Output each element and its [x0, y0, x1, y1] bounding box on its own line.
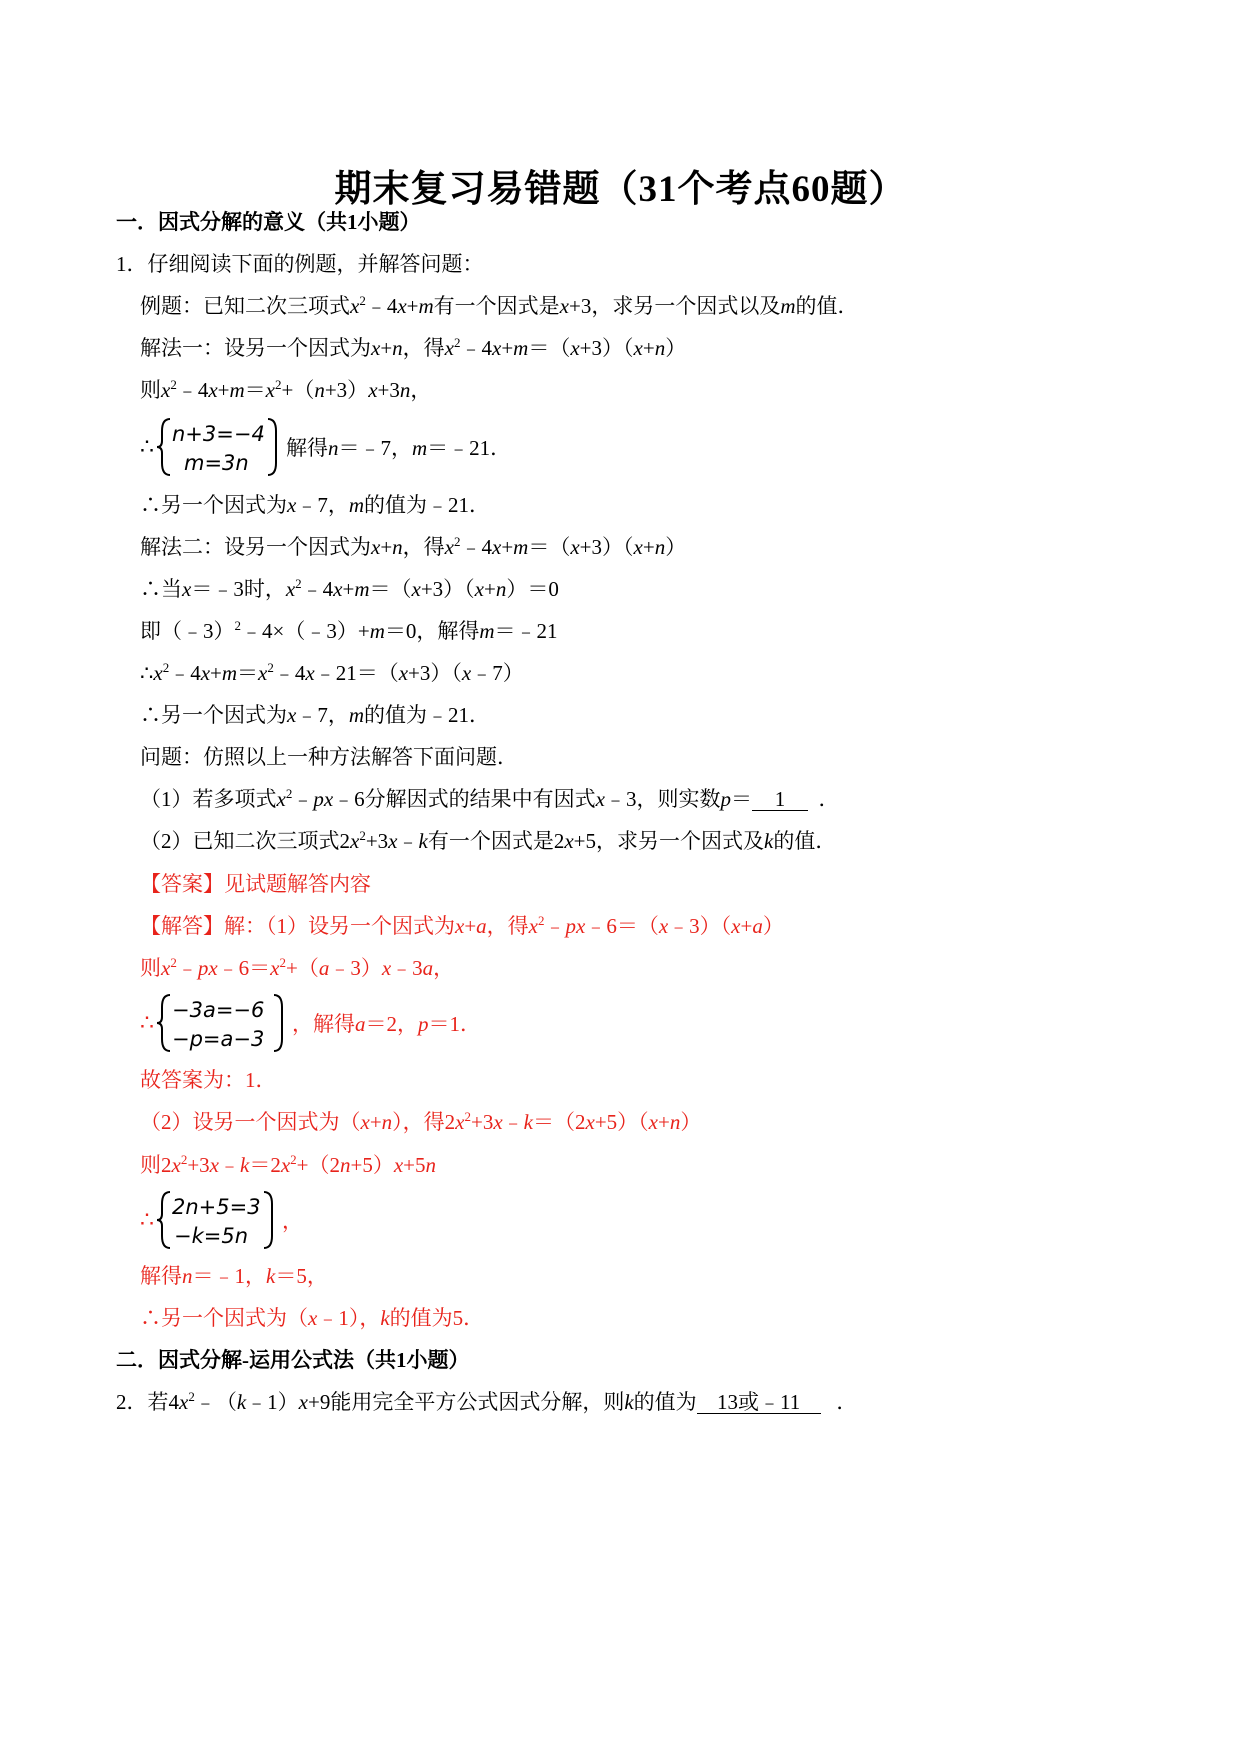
question-2: 2．若$4x^2﹣(k﹣1)x+9$能用完全平方公式因式分解，则k的值为 13或﹣11 ．	[116, 1389, 858, 1414]
solution-part-1-answer: 故答案为：1．	[140, 1068, 277, 1092]
therefore-symbol: ∴	[140, 434, 154, 459]
therefore-symbol: ∴	[140, 1207, 154, 1232]
method-two-conclusion: ∴另一个因式为x﹣7，m的值为﹣21．	[140, 703, 490, 727]
problem-part-2: （2）已知二次三项式$2x^2+3x﹣k$有一个因式是2x+5，求另一个因式及k的值．	[140, 828, 837, 853]
section-heading-2: 二．因式分解-运用公式法（共1小题）	[116, 1348, 470, 1372]
solution-part-2-expand: 则$2x^2+3x﹣k=2x^2+(2n+5)x+5n$	[140, 1152, 437, 1177]
answer-label: 【答案】见试题解答内容	[140, 872, 371, 896]
solution-part-2-solve: 解得n＝﹣1，k＝5，	[140, 1264, 328, 1288]
method-two-substitute: ∴当x＝﹣3时，$x^2﹣4x+m=(x+3)(x+n)=0$	[140, 576, 559, 601]
solution-part-2-conclusion: ∴另一个因式为（x﹣1），k的值为5．	[140, 1306, 485, 1330]
system-2-svg	[156, 991, 288, 1055]
system-1-svg	[156, 415, 282, 479]
system-3-eq-2: −k=5n	[174, 1224, 249, 1248]
method-one-expand: 则$x^2﹣4x+m=x^2+(n+3)x+3n$，	[140, 377, 432, 402]
problem-part-1: （1）若多项式$x^2﹣px﹣6$分解因式的结果中有因式x﹣3，则实数p＝ 1 ．	[140, 786, 840, 811]
system-3-svg	[156, 1188, 278, 1252]
therefore-symbol: ∴	[140, 1010, 154, 1035]
system-1-eq-1: n+3=−4	[172, 422, 265, 446]
method-two-factor: $\therefore x^2﹣4x+m=x^2﹣4x﹣21=(x+3)(x﹣7)$	[140, 660, 524, 685]
solution-part-2-setup: （2）设另一个因式为（x+n），得$2x^2+3x﹣k=(2x+5)(x+n)$	[140, 1109, 702, 1134]
section-heading-1: 一．因式分解的意义（共1小题）	[116, 210, 421, 234]
system-3-eq-1: 2n+5=3	[172, 1195, 261, 1219]
system-1-eq-2: m=3n	[184, 451, 249, 475]
equation-system-2: ∴ −3a=−6 −p=a−3 ，解得a＝2，p＝1．	[140, 987, 481, 1059]
method-two-solve: 即（﹣3）$^2$﹣4×（﹣3）+m＝0，解得m＝﹣21	[140, 618, 558, 643]
system-2-eq-1: −3a=−6	[172, 998, 265, 1022]
example-statement: 例题：已知二次三项式$x^2﹣4x+m$有一个因式是x+3，求另一个因式以及m的值．	[140, 293, 859, 318]
answer-blank-2: 13或﹣11	[697, 1391, 821, 1414]
method-one-conclusion: ∴另一个因式为x﹣7，m的值为﹣21．	[140, 493, 490, 517]
method-one-setup: 解法一：设另一个因式为x+n，得$x^2﹣4x+m=(x+3)(x+n)$	[140, 335, 687, 360]
question-1-intro: 1．仔细阅读下面的例题，并解答问题：	[116, 252, 484, 276]
system-2-eq-2: −p=a−3	[172, 1027, 265, 1051]
solution-part-1-setup: 【解答】解：（1）设另一个因式为x+a，得$x^2﹣px﹣6=(x﹣3)(x+a)$	[140, 913, 784, 938]
solution-part-1-expand: 则$x^2﹣px﹣6=x^2+(a﹣3)x﹣3a$，	[140, 955, 455, 980]
method-two-setup: 解法二：设另一个因式为x+n，得$x^2﹣4x+m=(x+3)(x+n)$	[140, 534, 687, 559]
problem-statement: 问题：仿照以上一种方法解答下面问题．	[140, 745, 518, 769]
page-title: 期末复习易错题（31个考点60题）	[334, 169, 907, 210]
equation-system-3: ∴ 2n+5=3 −k=5n ，	[140, 1184, 303, 1256]
answer-blank-1: 1	[752, 788, 808, 811]
equation-system-1: ∴ n+3=−4 m=3n 解得n＝﹣7，m＝﹣21．	[140, 411, 511, 483]
